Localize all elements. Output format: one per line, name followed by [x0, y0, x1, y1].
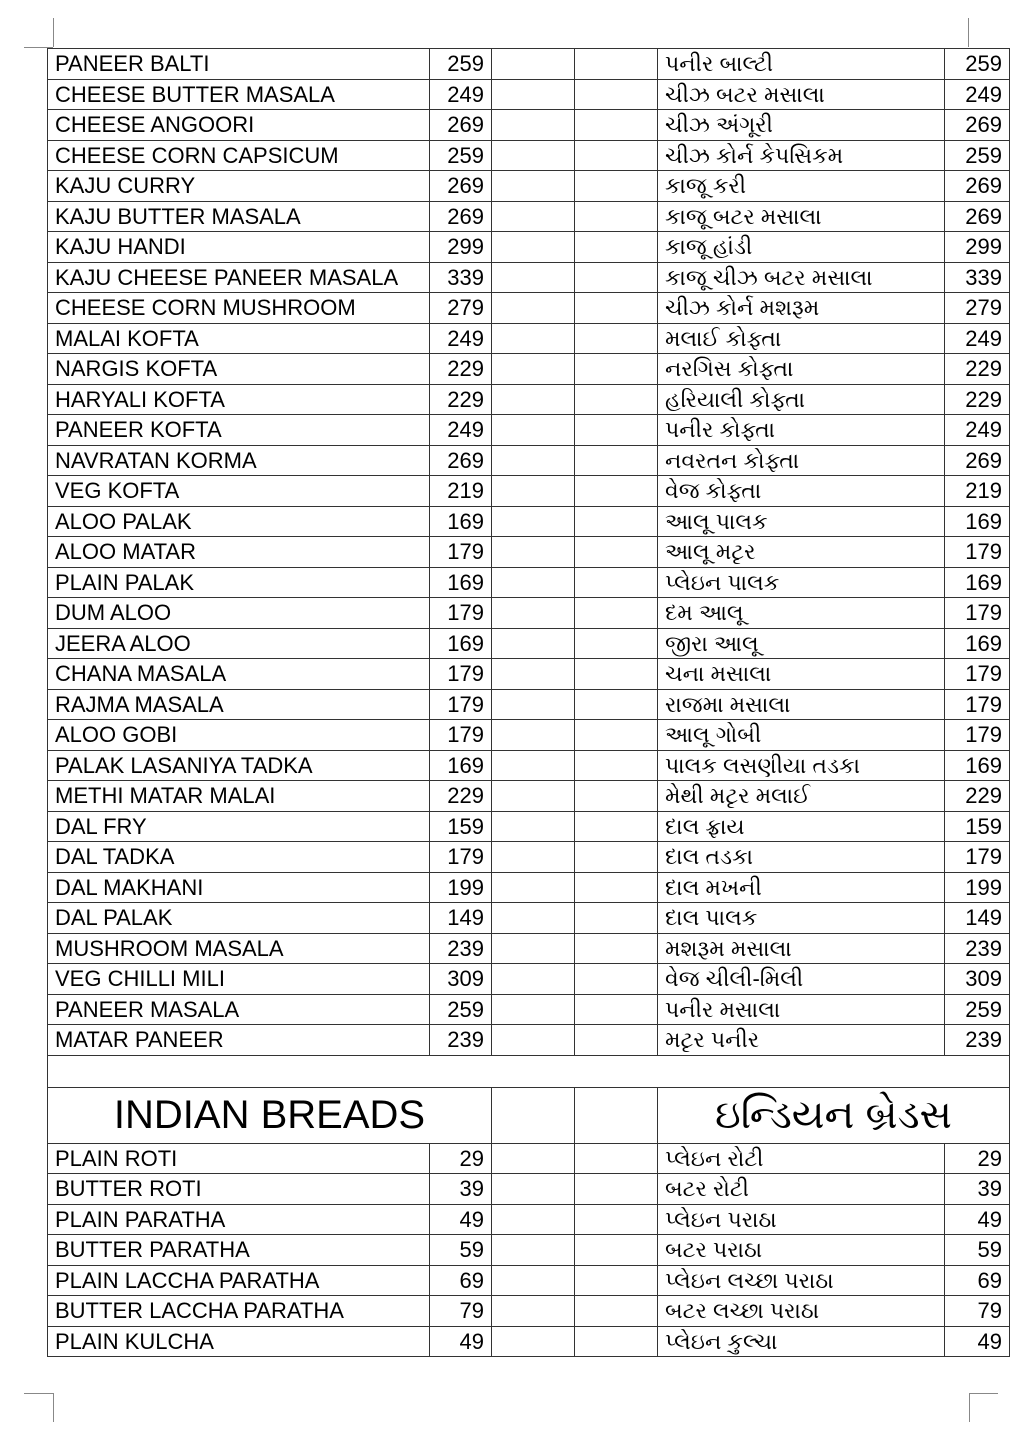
item-name-en: PLAIN PALAK	[48, 567, 430, 598]
blank-cell	[492, 689, 575, 720]
item-name-en: MALAI KOFTA	[48, 323, 430, 354]
item-name-en: VEG CHILLI MILI	[48, 964, 430, 995]
section-header	[48, 1087, 1010, 1143]
blank-cell	[575, 689, 658, 720]
crop-mark-bottom-right-h	[969, 1393, 998, 1394]
menu-item-row	[48, 1025, 1010, 1056]
item-name-gu: મલાઈ કોફ્તા	[658, 323, 945, 354]
blank-cell	[575, 354, 658, 385]
item-name-en: PALAK LASANIYA TADKA	[48, 750, 430, 781]
menu-item-row	[48, 384, 1010, 415]
item-price-en: 269	[430, 110, 492, 141]
item-name-en: PLAIN PARATHA	[48, 1204, 430, 1235]
menu-item-row	[48, 171, 1010, 202]
item-price-gu: 309	[945, 964, 1010, 995]
item-price-gu: 259	[945, 49, 1010, 80]
item-name-gu: હરિયાલી કોફ્તા	[658, 384, 945, 415]
item-name-gu: જીરા આલૂ	[658, 628, 945, 659]
item-price-gu: 169	[945, 506, 1010, 537]
item-name-gu: વેજ કોફ્તા	[658, 476, 945, 507]
item-price-en: 169	[430, 506, 492, 537]
item-price-en: 79	[430, 1296, 492, 1327]
item-name-en: DAL PALAK	[48, 903, 430, 934]
item-name-gu: કાજૂ ચીઝ બટર મસાલા	[658, 262, 945, 293]
blank-cell	[492, 598, 575, 629]
item-price-gu: 169	[945, 750, 1010, 781]
blank-cell	[575, 262, 658, 293]
blank-cell	[575, 842, 658, 873]
item-price-gu: 229	[945, 354, 1010, 385]
item-price-gu: 269	[945, 171, 1010, 202]
menu-item-row	[48, 354, 1010, 385]
item-price-en: 49	[430, 1326, 492, 1357]
blank-cell	[492, 903, 575, 934]
blank-cell	[575, 1204, 658, 1235]
item-name-en: PANEER MASALA	[48, 994, 430, 1025]
item-name-gu: પનીર કોફ્તા	[658, 415, 945, 446]
menu-table	[47, 48, 1010, 1357]
item-price-gu: 49	[945, 1204, 1010, 1235]
item-name-en: ALOO GOBI	[48, 720, 430, 751]
blank-cell	[575, 415, 658, 446]
item-price-gu: 49	[945, 1326, 1010, 1357]
item-name-gu: ચીઝ બટર મસાલા	[658, 79, 945, 110]
item-price-gu: 299	[945, 232, 1010, 263]
blank-cell	[575, 110, 658, 141]
item-name-en: DAL MAKHANI	[48, 872, 430, 903]
menu-item-row	[48, 1265, 1010, 1296]
blank-cell	[575, 201, 658, 232]
item-name-gu: બટર રોટી	[658, 1174, 945, 1205]
item-name-gu: દાલ મખની	[658, 872, 945, 903]
menu-item-row	[48, 445, 1010, 476]
blank-cell	[492, 79, 575, 110]
item-name-en: DAL TADKA	[48, 842, 430, 873]
item-price-gu: 269	[945, 201, 1010, 232]
blank-cell	[575, 720, 658, 751]
item-name-en: PANEER BALTI	[48, 49, 430, 80]
menu-item-row	[48, 903, 1010, 934]
item-name-gu: કાજૂ કરી	[658, 171, 945, 202]
blank-cell	[492, 750, 575, 781]
item-name-en: MATAR PANEER	[48, 1025, 430, 1056]
item-price-en: 269	[430, 445, 492, 476]
blank-cell	[492, 1326, 575, 1357]
item-price-gu: 169	[945, 628, 1010, 659]
blank-cell	[575, 750, 658, 781]
item-name-en: CHEESE BUTTER MASALA	[48, 79, 430, 110]
blank-cell	[575, 659, 658, 690]
item-price-en: 59	[430, 1235, 492, 1266]
menu-item-row	[48, 781, 1010, 812]
blank-cell	[575, 811, 658, 842]
item-price-gu: 159	[945, 811, 1010, 842]
item-name-en: HARYALI KOFTA	[48, 384, 430, 415]
item-price-en: 219	[430, 476, 492, 507]
blank-cell	[492, 1025, 575, 1056]
spacer-cell	[48, 1055, 1010, 1087]
item-price-gu: 179	[945, 720, 1010, 751]
menu-item-row	[48, 537, 1010, 568]
blank-cell	[492, 262, 575, 293]
blank-cell	[492, 1235, 575, 1266]
item-name-en: JEERA ALOO	[48, 628, 430, 659]
menu-item-row	[48, 689, 1010, 720]
menu-item-row	[48, 1326, 1010, 1357]
item-price-en: 259	[430, 140, 492, 171]
item-name-gu: પ્લેઇન રોટી	[658, 1143, 945, 1174]
menu-item-row	[48, 720, 1010, 751]
item-price-gu: 69	[945, 1265, 1010, 1296]
item-price-en: 179	[430, 689, 492, 720]
blank-cell	[575, 1025, 658, 1056]
blank-cell	[492, 49, 575, 80]
item-name-gu: પ્લેઇન કુલ્ચા	[658, 1326, 945, 1357]
item-name-en: ALOO PALAK	[48, 506, 430, 537]
blank-cell	[492, 537, 575, 568]
item-name-gu: ચીઝ કોર્ન કેપસિકમ	[658, 140, 945, 171]
item-name-gu: પ્લેઇન પાલક	[658, 567, 945, 598]
item-name-en: KAJU HANDI	[48, 232, 430, 263]
item-name-en: DAL FRY	[48, 811, 430, 842]
menu-item-row	[48, 750, 1010, 781]
menu-item-row	[48, 1143, 1010, 1174]
blank-cell	[492, 140, 575, 171]
crop-mark-bottom-left-h	[24, 1393, 53, 1394]
blank-cell	[492, 293, 575, 324]
blank-cell	[575, 171, 658, 202]
item-price-en: 29	[430, 1143, 492, 1174]
blank-cell	[575, 49, 658, 80]
item-name-gu: આલૂ મટૃર	[658, 537, 945, 568]
item-name-en: BUTTER PARATHA	[48, 1235, 430, 1266]
item-name-gu: વેજ ચીલી-મિલી	[658, 964, 945, 995]
section-title-en: INDIAN BREADS	[48, 1087, 492, 1143]
item-price-en: 259	[430, 994, 492, 1025]
item-name-gu: નરગિસ કોફ્તા	[658, 354, 945, 385]
item-name-gu: બટર પરાઠા	[658, 1235, 945, 1266]
item-price-en: 179	[430, 842, 492, 873]
item-price-gu: 229	[945, 781, 1010, 812]
item-name-gu: કાજૂ હાંડી	[658, 232, 945, 263]
item-name-gu: નવરતન કોફ્તા	[658, 445, 945, 476]
item-price-en: 229	[430, 781, 492, 812]
blank-cell	[575, 781, 658, 812]
section-title-gu: ઇન્ડિયન બ્રેડસ	[658, 1087, 1010, 1143]
item-price-en: 309	[430, 964, 492, 995]
blank-cell	[575, 476, 658, 507]
blank-cell	[492, 354, 575, 385]
item-price-en: 149	[430, 903, 492, 934]
blank-cell	[492, 964, 575, 995]
blank-cell	[492, 933, 575, 964]
blank-cell	[575, 567, 658, 598]
item-price-gu: 149	[945, 903, 1010, 934]
item-price-gu: 279	[945, 293, 1010, 324]
blank-cell	[492, 842, 575, 873]
item-price-gu: 39	[945, 1174, 1010, 1205]
item-price-en: 39	[430, 1174, 492, 1205]
item-name-gu: પનીર બાલ્ટી	[658, 49, 945, 80]
item-name-gu: ચીઝ અંગૂરી	[658, 110, 945, 141]
item-name-gu: કાજૂ બટર મસાલા	[658, 201, 945, 232]
item-name-en: PLAIN LACCHA PARATHA	[48, 1265, 430, 1296]
blank-cell	[575, 1326, 658, 1357]
blank-cell	[492, 415, 575, 446]
menu-item-row	[48, 567, 1010, 598]
blank-cell	[575, 1265, 658, 1296]
item-name-en: BUTTER LACCHA PARATHA	[48, 1296, 430, 1327]
item-price-gu: 59	[945, 1235, 1010, 1266]
item-name-gu: દાલ પાલક	[658, 903, 945, 934]
menu-item-row	[48, 659, 1010, 690]
item-price-gu: 239	[945, 1025, 1010, 1056]
item-price-en: 169	[430, 567, 492, 598]
item-name-gu: રાજમા મસાલા	[658, 689, 945, 720]
item-price-en: 249	[430, 415, 492, 446]
menu-item-row	[48, 506, 1010, 537]
menu-item-row	[48, 476, 1010, 507]
menu-item-row	[48, 994, 1010, 1025]
item-name-en: BUTTER ROTI	[48, 1174, 430, 1205]
item-price-gu: 269	[945, 110, 1010, 141]
blank-cell	[492, 232, 575, 263]
blank-cell	[492, 1296, 575, 1327]
item-price-gu: 259	[945, 994, 1010, 1025]
blank-cell	[575, 232, 658, 263]
item-price-gu: 339	[945, 262, 1010, 293]
item-price-en: 339	[430, 262, 492, 293]
item-name-gu: પનીર મસાલા	[658, 994, 945, 1025]
item-price-en: 239	[430, 1025, 492, 1056]
blank-cell	[492, 811, 575, 842]
blank-cell	[575, 79, 658, 110]
item-price-en: 249	[430, 79, 492, 110]
menu-item-row	[48, 201, 1010, 232]
item-name-gu: દાલ તડકા	[658, 842, 945, 873]
blank-cell	[492, 506, 575, 537]
crop-mark-top-left-v	[53, 18, 54, 47]
blank-cell	[575, 323, 658, 354]
menu-item-row	[48, 842, 1010, 873]
blank-cell	[492, 781, 575, 812]
item-price-gu: 169	[945, 567, 1010, 598]
item-price-gu: 249	[945, 323, 1010, 354]
item-name-gu: ચીઝ કોર્ન મશરૂમ	[658, 293, 945, 324]
item-price-en: 269	[430, 171, 492, 202]
blank-cell	[575, 1174, 658, 1205]
menu-item-row	[48, 964, 1010, 995]
crop-mark-bottom-right-v	[969, 1393, 970, 1422]
blank-cell	[575, 1143, 658, 1174]
item-name-gu: મટૃર પનીર	[658, 1025, 945, 1056]
menu-item-row	[48, 872, 1010, 903]
blank-cell	[575, 506, 658, 537]
menu-body	[48, 49, 1010, 1357]
item-price-gu: 179	[945, 537, 1010, 568]
item-price-en: 179	[430, 720, 492, 751]
blank-cell	[492, 720, 575, 751]
item-price-en: 179	[430, 537, 492, 568]
menu-item-row	[48, 1204, 1010, 1235]
item-name-en: NAVRATAN KORMA	[48, 445, 430, 476]
blank-cell	[492, 994, 575, 1025]
blank-cell	[575, 964, 658, 995]
blank-cell	[492, 628, 575, 659]
blank-cell	[575, 933, 658, 964]
blank-cell	[575, 872, 658, 903]
item-name-gu: પ્લેઇન લચ્છા પરાઠા	[658, 1265, 945, 1296]
item-name-en: KAJU BUTTER MASALA	[48, 201, 430, 232]
item-name-en: PLAIN ROTI	[48, 1143, 430, 1174]
blank-cell	[492, 567, 575, 598]
blank-cell	[492, 1204, 575, 1235]
item-price-en: 179	[430, 598, 492, 629]
blank-cell	[575, 994, 658, 1025]
item-name-en: DUM ALOO	[48, 598, 430, 629]
blank-cell	[575, 384, 658, 415]
menu-item-row	[48, 110, 1010, 141]
item-name-en: CHANA MASALA	[48, 659, 430, 690]
item-price-gu: 179	[945, 842, 1010, 873]
crop-mark-top-right-v	[968, 18, 969, 47]
item-name-en: CHEESE ANGOORI	[48, 110, 430, 141]
blank-cell	[575, 1235, 658, 1266]
item-name-en: CHEESE CORN MUSHROOM	[48, 293, 430, 324]
item-price-en: 229	[430, 354, 492, 385]
blank-cell	[492, 323, 575, 354]
blank-cell	[492, 872, 575, 903]
item-name-gu: બટર લચ્છા પરાઠા	[658, 1296, 945, 1327]
blank-cell	[575, 628, 658, 659]
blank-cell	[492, 445, 575, 476]
item-name-en: ALOO MATAR	[48, 537, 430, 568]
item-price-en: 249	[430, 323, 492, 354]
item-price-gu: 179	[945, 659, 1010, 690]
item-price-gu: 29	[945, 1143, 1010, 1174]
menu-item-row	[48, 598, 1010, 629]
item-name-gu: આલૂ પાલક	[658, 506, 945, 537]
item-price-gu: 199	[945, 872, 1010, 903]
item-price-en: 179	[430, 659, 492, 690]
item-name-gu: ચના મસાલા	[658, 659, 945, 690]
item-price-en: 259	[430, 49, 492, 80]
blank-cell	[492, 1265, 575, 1296]
item-name-en: VEG KOFTA	[48, 476, 430, 507]
item-name-en: CHEESE CORN CAPSICUM	[48, 140, 430, 171]
item-name-gu: પાલક લસણીયા તડકા	[658, 750, 945, 781]
blank-cell	[492, 1143, 575, 1174]
section-spacer	[48, 1055, 1010, 1087]
item-name-en: RAJMA MASALA	[48, 689, 430, 720]
item-price-gu: 79	[945, 1296, 1010, 1327]
menu-item-row	[48, 323, 1010, 354]
menu-item-row	[48, 140, 1010, 171]
item-price-en: 239	[430, 933, 492, 964]
blank-cell	[575, 598, 658, 629]
item-name-gu: આલૂ ગોબી	[658, 720, 945, 751]
item-price-gu: 249	[945, 79, 1010, 110]
item-name-en: METHI MATAR MALAI	[48, 781, 430, 812]
blank-cell	[492, 1174, 575, 1205]
item-price-gu: 179	[945, 598, 1010, 629]
item-name-en: PANEER KOFTA	[48, 415, 430, 446]
blank-cell	[492, 476, 575, 507]
item-price-en: 169	[430, 628, 492, 659]
blank-cell	[492, 201, 575, 232]
item-price-en: 69	[430, 1265, 492, 1296]
item-price-en: 269	[430, 201, 492, 232]
item-price-gu: 229	[945, 384, 1010, 415]
item-name-gu: મશરૂમ મસાલા	[658, 933, 945, 964]
menu-item-row	[48, 49, 1010, 80]
item-price-en: 229	[430, 384, 492, 415]
item-name-en: PLAIN KULCHA	[48, 1326, 430, 1357]
item-name-en: MUSHROOM MASALA	[48, 933, 430, 964]
menu-item-row	[48, 811, 1010, 842]
item-price-gu: 239	[945, 933, 1010, 964]
item-name-en: KAJU CURRY	[48, 171, 430, 202]
blank-cell	[492, 171, 575, 202]
menu-item-row	[48, 293, 1010, 324]
blank-cell	[492, 659, 575, 690]
menu-item-row	[48, 1296, 1010, 1327]
item-name-gu: મેથી મટૃર મલાઈ	[658, 781, 945, 812]
menu-item-row	[48, 415, 1010, 446]
menu-item-row	[48, 628, 1010, 659]
blank-cell	[575, 445, 658, 476]
item-price-en: 49	[430, 1204, 492, 1235]
blank-cell	[575, 537, 658, 568]
blank-cell	[575, 293, 658, 324]
menu-item-row	[48, 1235, 1010, 1266]
item-name-gu: દાલ ફ્રાય	[658, 811, 945, 842]
item-name-gu: દમ આલૂ	[658, 598, 945, 629]
menu-item-row	[48, 79, 1010, 110]
item-price-gu: 249	[945, 415, 1010, 446]
blank-cell	[492, 1087, 575, 1143]
item-price-en: 199	[430, 872, 492, 903]
blank-cell	[575, 1296, 658, 1327]
menu-item-row	[48, 933, 1010, 964]
menu-item-row	[48, 232, 1010, 263]
crop-mark-bottom-left-v	[53, 1393, 54, 1422]
item-price-gu: 179	[945, 689, 1010, 720]
item-name-gu: પ્લેઇન પરાઠા	[658, 1204, 945, 1235]
item-price-en: 299	[430, 232, 492, 263]
menu-item-row	[48, 262, 1010, 293]
blank-cell	[575, 140, 658, 171]
blank-cell	[575, 903, 658, 934]
blank-cell	[492, 384, 575, 415]
item-name-en: NARGIS KOFTA	[48, 354, 430, 385]
menu-item-row	[48, 1174, 1010, 1205]
item-name-en: KAJU CHEESE PANEER MASALA	[48, 262, 430, 293]
item-price-gu: 219	[945, 476, 1010, 507]
item-price-en: 159	[430, 811, 492, 842]
item-price-gu: 259	[945, 140, 1010, 171]
item-price-en: 169	[430, 750, 492, 781]
blank-cell	[575, 1087, 658, 1143]
item-price-gu: 269	[945, 445, 1010, 476]
item-price-en: 279	[430, 293, 492, 324]
blank-cell	[492, 110, 575, 141]
